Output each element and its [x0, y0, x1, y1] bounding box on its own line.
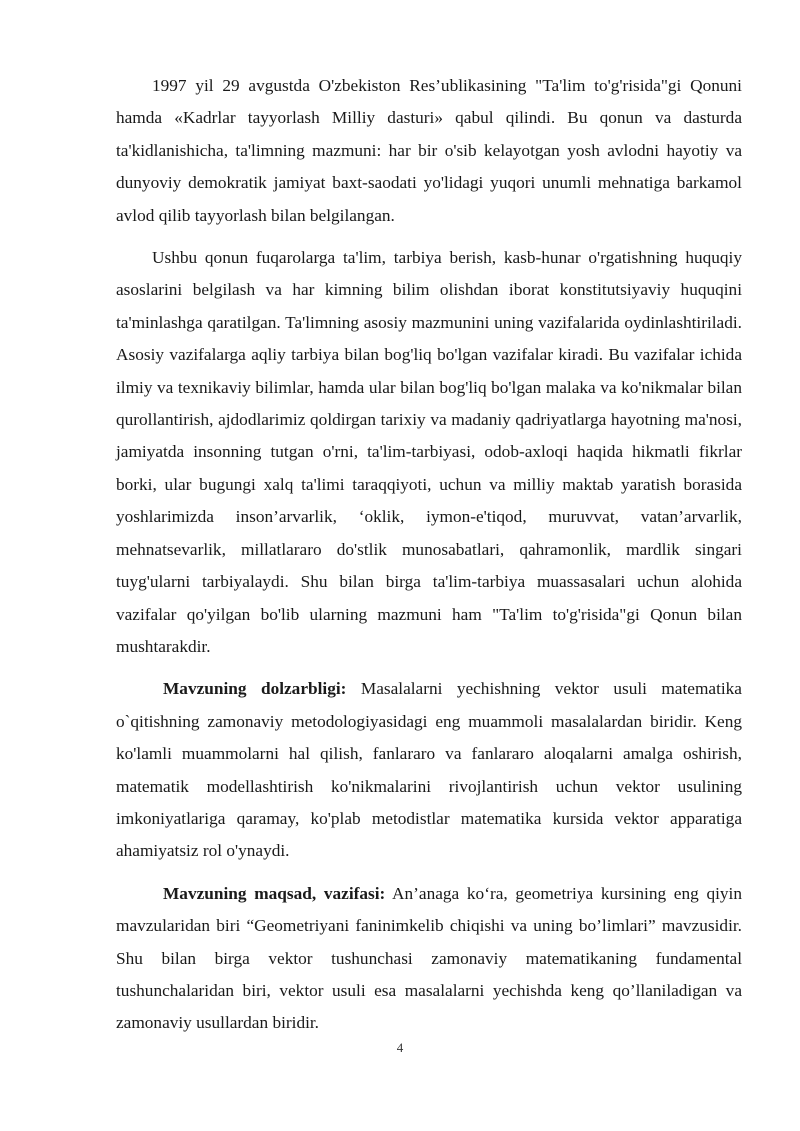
document-body [116, 70, 742, 1040]
paragraph-relevance [116, 673, 742, 867]
paragraph-law-purpose: Ushbu qonun fuqarolarga ta'lim, tarbiya berish, kasb-hunar o'rgatishning huquqiy asoslarini belgilash va har kimning bilim olishdan iborat konstitutsiyaviy huquqini ta'minlashga qaratilgan. Ta'limning asosiy mazmunini uning vazifalarida oydinlashtiriladi. Asosiy vazifalarga aqliy tarbiya bilan bog'liq bo'lgan vazifalar kiradi. Bu vazifalar ichida ilmiy va texnikaviy bilimlar, hamda ular bilan bog'liq bo'lgan malaka va ko'nikmalar bilan qurollantirish, ajdodlarimiz qoldirgan tarixiy va madaniy qadriyatlarga hayotning ma'nosi, jamiyatda insonning tutgan o'rni, ta'lim-tarbiyasi, odob-axloqi haqida hikmatli fikrlar borki, ular bugungi xalq ta'limi taraqqiyoti, uchun va milliy maktab yaratish borasida yoshlarimizda inson’arvarlik, ‘oklik, iymon-e'tiqod, muruvvat, vatan’arvarlik, mehnatsevarlik, millatlararo do'stlik munosabatlari, qahramonlik, mardlik singari tuyg'ularni tarbiyalaydi. Shu bilan birga ta'lim-tarbiya muassasalari uchun alohida vazifalar qo'yilgan bo'lib ularning mazmuni ham "Ta'lim to'g'risida"gi Qonun bilan mushtarakdir. [116, 248, 742, 656]
goal-text: An’anaga ko‘ra, geometriya kursining eng qiyin mavzularidan biri “Geometriyani faninimkelib chiqishi va uning bo’limlari” mavzusidir. Shu bilan birga vektor tushunchasi zamonaviy matematikaning fundamental tushunchalaridan biri, vektor usuli esa masalalarni yechishda keng qo’llaniladigan va zamonaviy usullardan biridir. [116, 883, 742, 1033]
relevance-text: Masalalarni yechishning vektor usuli matematika o`qitishning zamonaviy metodologiyasidagi eng muammoli masalalardan biridir. Keng ko'lamli muammolarni hal qilish, fanlararo va fanlararo aloqalarni amalga oshirish, matematik modellashtirish ko'nikmalarini rivojlantirish uchun vektor usulining imkoniyatlariga qaramay, ko'plab metodistlar matematika kursida vektor apparatiga ahamiyatsiz rol o'ynaydi. [116, 679, 742, 861]
page-number: 4 [396, 1040, 404, 1055]
paragraph-law-adoption: 1997 yil 29 avgustda O'zbekiston Res’ublikasining "Ta'lim to'g'risida"gi Qonuni hamda «Kadrlar tayyorlash Milliy dasturi» qabul qilindi. Bu qonun va dasturda ta'kidlanishicha, ta'limning mazmuni: har bir o'sib kelayotgan yosh avlodni hayotiy va dunyoviy demokratik jamiyat baxt-saodati yo'lidagi yuqori unumli mehnatiga barkamol avlod qilib tayyorlash bilan belgilangan. [116, 76, 742, 225]
paragraph-goal [116, 878, 742, 1040]
relevance-heading: Mavzuning dolzarbligi: [163, 679, 347, 699]
goal-heading: Mavzuning maqsad, vazifasi: [163, 883, 386, 903]
